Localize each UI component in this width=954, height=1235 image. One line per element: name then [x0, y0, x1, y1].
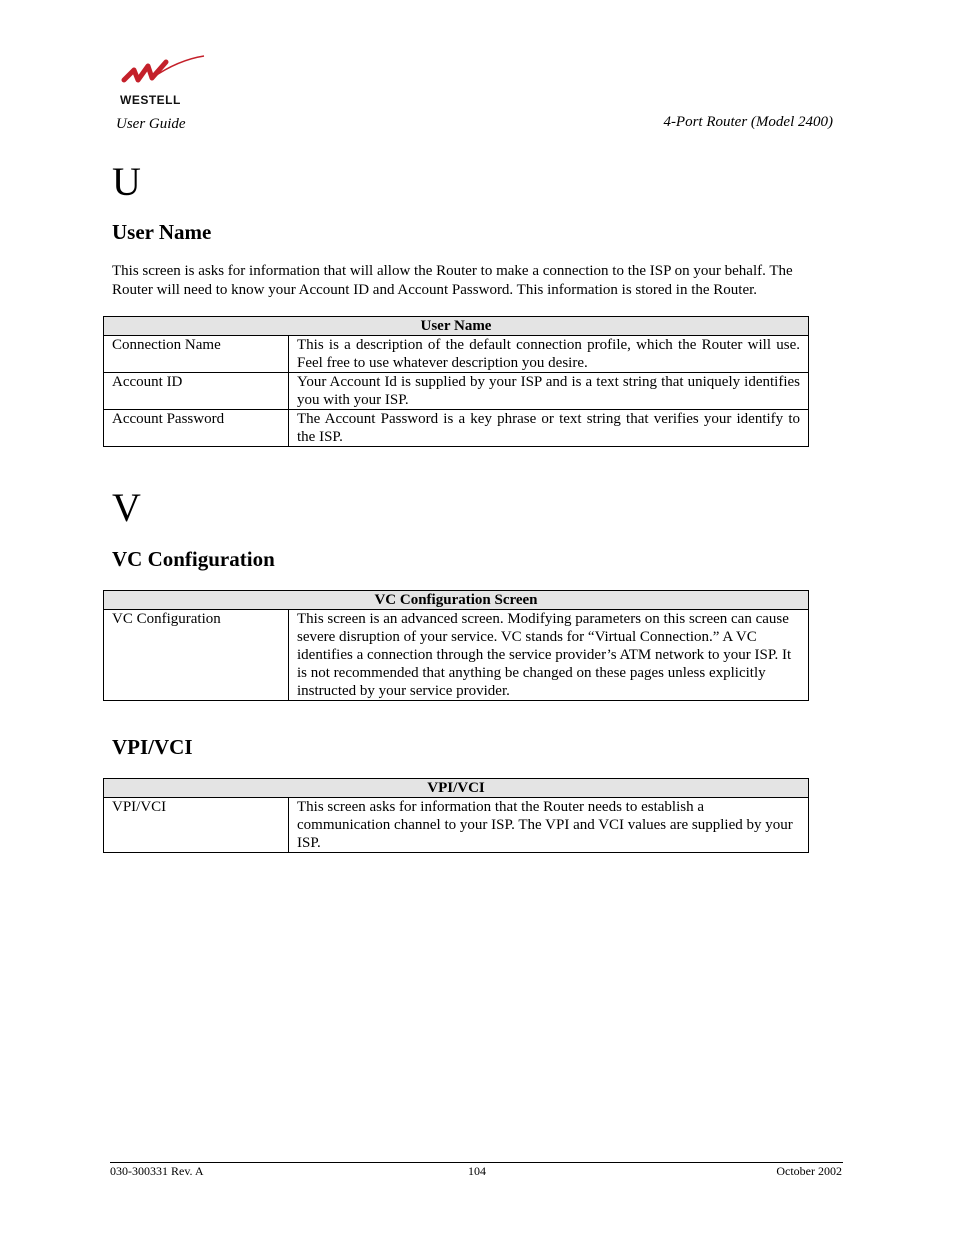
table-title: User Name	[104, 317, 809, 336]
section-letter-u: U	[112, 159, 141, 204]
user-name-table	[103, 316, 809, 447]
vpi-vci-table	[103, 778, 809, 853]
table-desc: This screen asks for information that the Router needs to establish a communication channel to your ISP. The VPI and VCI values are supplied by your ISP.	[289, 798, 809, 853]
table-header-row	[104, 317, 809, 336]
heading-vc-configuration: VC Configuration	[112, 547, 275, 571]
footer-rule	[110, 1162, 843, 1163]
table-header-row	[104, 591, 809, 610]
footer-page-number: 104	[468, 1164, 486, 1178]
section-letter-v: V	[112, 485, 141, 530]
heading-vpi-vci: VPI/VCI	[112, 735, 193, 759]
table-term: Account Password	[104, 410, 289, 447]
table-title: VC Configuration Screen	[104, 591, 809, 610]
table-term: VC Configuration	[104, 610, 289, 701]
table-term: VPI/VCI	[104, 798, 289, 853]
table-row	[104, 410, 809, 447]
user-name-paragraph: This screen is asks for information that will allow the Router to make a connection to the ISP on your behalf. The Router will need to know your Account ID and Account Password. This information is stored in the Router.	[112, 263, 793, 298]
table-desc: This is a description of the default connection profile, which the Router will use. Feel free to use whatever description you desire.	[289, 336, 809, 373]
table-desc: Your Account Id is supplied by your ISP and is a text string that uniquely identifies you with your ISP.	[289, 373, 809, 410]
logo-wordmark: WESTELL	[120, 93, 181, 107]
table-row	[104, 336, 809, 373]
table-title: VPI/VCI	[104, 779, 809, 798]
table-desc: The Account Password is a key phrase or text string that verifies your identify to the ISP.	[289, 410, 809, 447]
heading-user-name: User Name	[112, 220, 212, 244]
table-term: Connection Name	[104, 336, 289, 373]
table-row	[104, 610, 809, 701]
footer-date: October 2002	[776, 1164, 842, 1178]
table-header-row	[104, 779, 809, 798]
header-left: User Guide	[116, 116, 186, 132]
header-right: 4-Port Router (Model 2400)	[663, 114, 833, 130]
footer-doc-number: 030-300331 Rev. A	[110, 1164, 204, 1178]
table-term: Account ID	[104, 373, 289, 410]
table-row	[104, 798, 809, 853]
vc-configuration-table	[103, 590, 809, 701]
table-desc: This screen is an advanced screen. Modifying parameters on this screen can cause severe disruption of your service. VC stands for “Virtual Connection.” A VC identifies a connection through the service provider’s ATM network to your ISP. It is not recommended that anything be changed on these pages unless explicitly instructed by your service provider.	[289, 610, 809, 701]
table-row	[104, 373, 809, 410]
